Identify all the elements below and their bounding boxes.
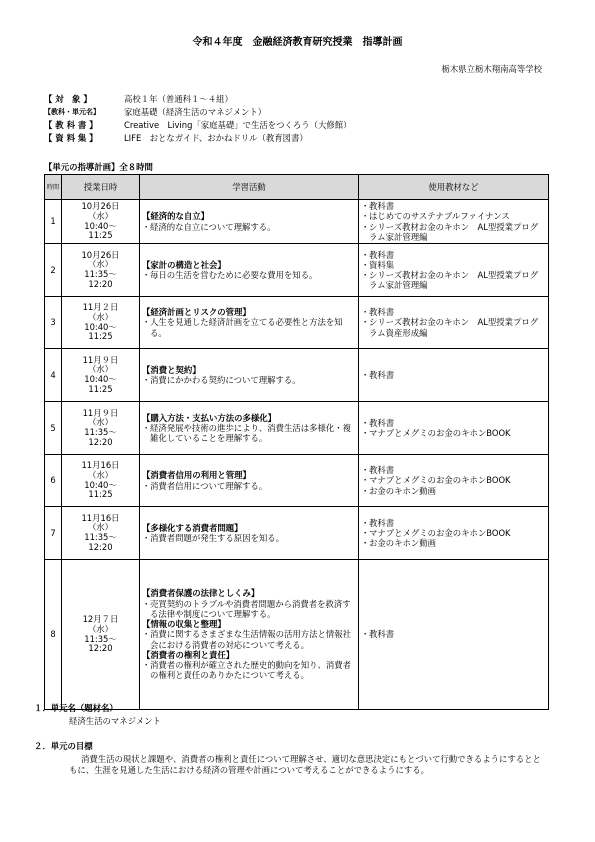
- info-value: Creative Living「家庭基礎」で生活をつくろう（大修館）: [124, 120, 352, 130]
- materials: [359, 200, 549, 244]
- period-number: 2: [45, 244, 62, 297]
- learning-activity: [140, 297, 359, 349]
- info-label: 【教科・単元名】: [44, 108, 100, 116]
- learning-activity: [140, 349, 359, 402]
- material-item: ・ シリーズ教材お金のキホン AL型授業プログラム家計管理編: [361, 270, 546, 291]
- activity-item: ・ 消費に関するさまざまな生活情報の活用方法と情報社会における消費者の対応について考える。: [142, 629, 356, 650]
- header-activity: 学習活動: [140, 175, 359, 200]
- activity-item: ・ 経済的な自立について理解する。: [142, 222, 356, 232]
- section-unit-name-heading: １．単元名（題材名）: [34, 703, 118, 713]
- learning-activity: [140, 244, 359, 297]
- info-row: [44, 106, 352, 119]
- period-number: 4: [45, 349, 62, 402]
- activity-title: 【消費者保護の法律としくみ】: [142, 588, 260, 599]
- section-unit-name-text: 経済生活のマネジメント: [69, 716, 161, 726]
- activity-title: 【経済的な自立】: [142, 211, 209, 222]
- table-row: [45, 402, 549, 455]
- period-number: 7: [45, 507, 62, 560]
- material-item: ・ 教科書: [361, 250, 546, 260]
- period-number: 8: [45, 560, 62, 710]
- material-item: ・ 教科書: [361, 307, 546, 317]
- material-item: ・ マナブとメグミのお金のキホンBOOK: [361, 475, 546, 485]
- material-item: ・ マナブとメグミのお金のキホンBOOK: [361, 528, 546, 538]
- materials: [359, 244, 549, 297]
- section-goal-text: 消費生活の現状と課題や、消費者の権利と責任について理解させ、適切な意思決定にもとづいて行動できるようにするとともに、生涯を見通した生活における経済の管理や計画について考えることができるようにする。: [69, 754, 541, 776]
- materials: [359, 507, 549, 560]
- info-value: 高校１年（普通科１～４組）: [124, 94, 233, 104]
- materials: [359, 402, 549, 455]
- lesson-date: 11月２日 （水） 10:40～ 11:25: [62, 297, 140, 349]
- learning-activity: [140, 200, 359, 244]
- material-item: ・ シリーズ教材お金のキホン AL型授業プログラム資産形成編: [361, 317, 546, 338]
- table-row: [45, 349, 549, 402]
- activity-title: 【消費者の権利と責任】: [142, 649, 235, 660]
- material-item: ・ 教科書: [361, 629, 546, 639]
- material-item: ・ 教科書: [361, 370, 546, 380]
- period-number: 3: [45, 297, 62, 349]
- info-row: [44, 132, 352, 145]
- lesson-date: 11月16日 （水） 11:35～ 12:20: [62, 507, 140, 560]
- material-item: ・ 教科書: [361, 465, 546, 475]
- material-item: ・ お金のキホン動画: [361, 538, 546, 548]
- material-item: ・ マナブとメグミのお金のキホンBOOK: [361, 428, 546, 438]
- material-item: ・ 教科書: [361, 518, 546, 528]
- period-number: 5: [45, 402, 62, 455]
- info-row: [44, 93, 352, 106]
- section-goal-heading: ２．単元の目標: [34, 741, 93, 751]
- info-row: [44, 119, 352, 132]
- learning-activity: [140, 507, 359, 560]
- material-item: ・ 教科書: [361, 201, 546, 211]
- info-value: LIFE おとなガイド、おかねドリル（教育図書）: [124, 133, 308, 143]
- activity-item: ・ 人生を見通した経済計画を立てる必要性と方法を知る。: [142, 317, 356, 338]
- table-row: [45, 455, 549, 507]
- school-name: 栃木県立栃木翔南高等学校: [441, 64, 542, 74]
- info-label: 【 対 象 】: [44, 94, 92, 104]
- table-header-row: [45, 175, 549, 200]
- course-info: [44, 93, 352, 145]
- learning-activity: [140, 560, 359, 710]
- activity-item: ・ 消費にかかわる契約について理解する。: [142, 375, 356, 385]
- materials: [359, 560, 549, 710]
- table-row: [45, 200, 549, 244]
- period-number: 6: [45, 455, 62, 507]
- lesson-date: 12月７日 （水） 11:35～ 12:20: [62, 560, 140, 710]
- materials: [359, 349, 549, 402]
- activity-title: 【消費者信用の利用と管理】: [142, 470, 251, 481]
- unit-plan-title: 【単元の指導計画】全８時間: [44, 162, 153, 172]
- material-item: ・ 資料集: [361, 260, 546, 270]
- header-period: 時間: [45, 175, 62, 200]
- activity-title: 【多様化する消費者問題】: [142, 522, 243, 533]
- material-item: ・ 教科書: [361, 418, 546, 428]
- activity-item: ・ 毎日の生活を営むために必要な費用を知る。: [142, 270, 356, 280]
- activity-item: ・ 売買契約のトラブルや消費者問題から消費者を救済する法律や制度について理解する。: [142, 599, 356, 620]
- lesson-date: 11月９日 （水） 11:35～ 12:20: [62, 402, 140, 455]
- header-materials: 使用教材など: [359, 175, 549, 200]
- activity-title: 【家計の構造と社会】: [142, 259, 226, 270]
- table-row: [45, 244, 549, 297]
- activity-title: 【購入方法・支払い方法の多様化】: [142, 412, 276, 423]
- period-number: 1: [45, 200, 62, 244]
- lesson-date: 11月16日 （水） 10:40～ 11:25: [62, 455, 140, 507]
- lesson-date: 10月26日 （水） 10:40～ 11:25: [62, 200, 140, 244]
- material-item: ・ はじめてのサステナブルファイナンス: [361, 211, 546, 221]
- lesson-date: 10月26日 （水） 11:35～ 12:20: [62, 244, 140, 297]
- activity-item: ・ 経済発展や技術の進歩により、消費生活は多様化・複雑化していることを理解する。: [142, 423, 356, 444]
- info-label: 【 資 料 集 】: [44, 133, 98, 143]
- activity-item: ・ 消費者信用について理解する。: [142, 481, 356, 491]
- material-item: ・ シリーズ教材お金のキホン AL型授業プログラム家計管理編: [361, 222, 546, 243]
- page-title: 令和４年度 金融経済教育研究授業 指導計画: [192, 37, 403, 48]
- table-row: [45, 560, 549, 710]
- table-row: [45, 297, 549, 349]
- info-label: 【 教 科 書 】: [44, 120, 98, 130]
- materials: [359, 455, 549, 507]
- lesson-date: 11月９日 （水） 10:40～ 11:25: [62, 349, 140, 402]
- activity-item: ・ 消費者問題が発生する原因を知る。: [142, 533, 356, 543]
- learning-activity: [140, 455, 359, 507]
- header-date: 授業日時: [62, 175, 140, 200]
- activity-title: 【情報の収集と整理】: [142, 619, 226, 630]
- materials: [359, 297, 549, 349]
- learning-activity: [140, 402, 359, 455]
- info-value: 家庭基礎（経済生活のマネジメント）: [124, 107, 267, 117]
- table-row: [45, 507, 549, 560]
- activity-item: ・ 消費者の権利が確立された歴史的動向を知り、消費者の権利と責任のありかたについて考える。: [142, 660, 356, 681]
- activity-title: 【消費と契約】: [142, 364, 201, 375]
- material-item: ・ お金のキホン動画: [361, 486, 546, 496]
- activity-title: 【経済計画とリスクの管理】: [142, 307, 251, 318]
- lesson-plan-table: [44, 174, 549, 710]
